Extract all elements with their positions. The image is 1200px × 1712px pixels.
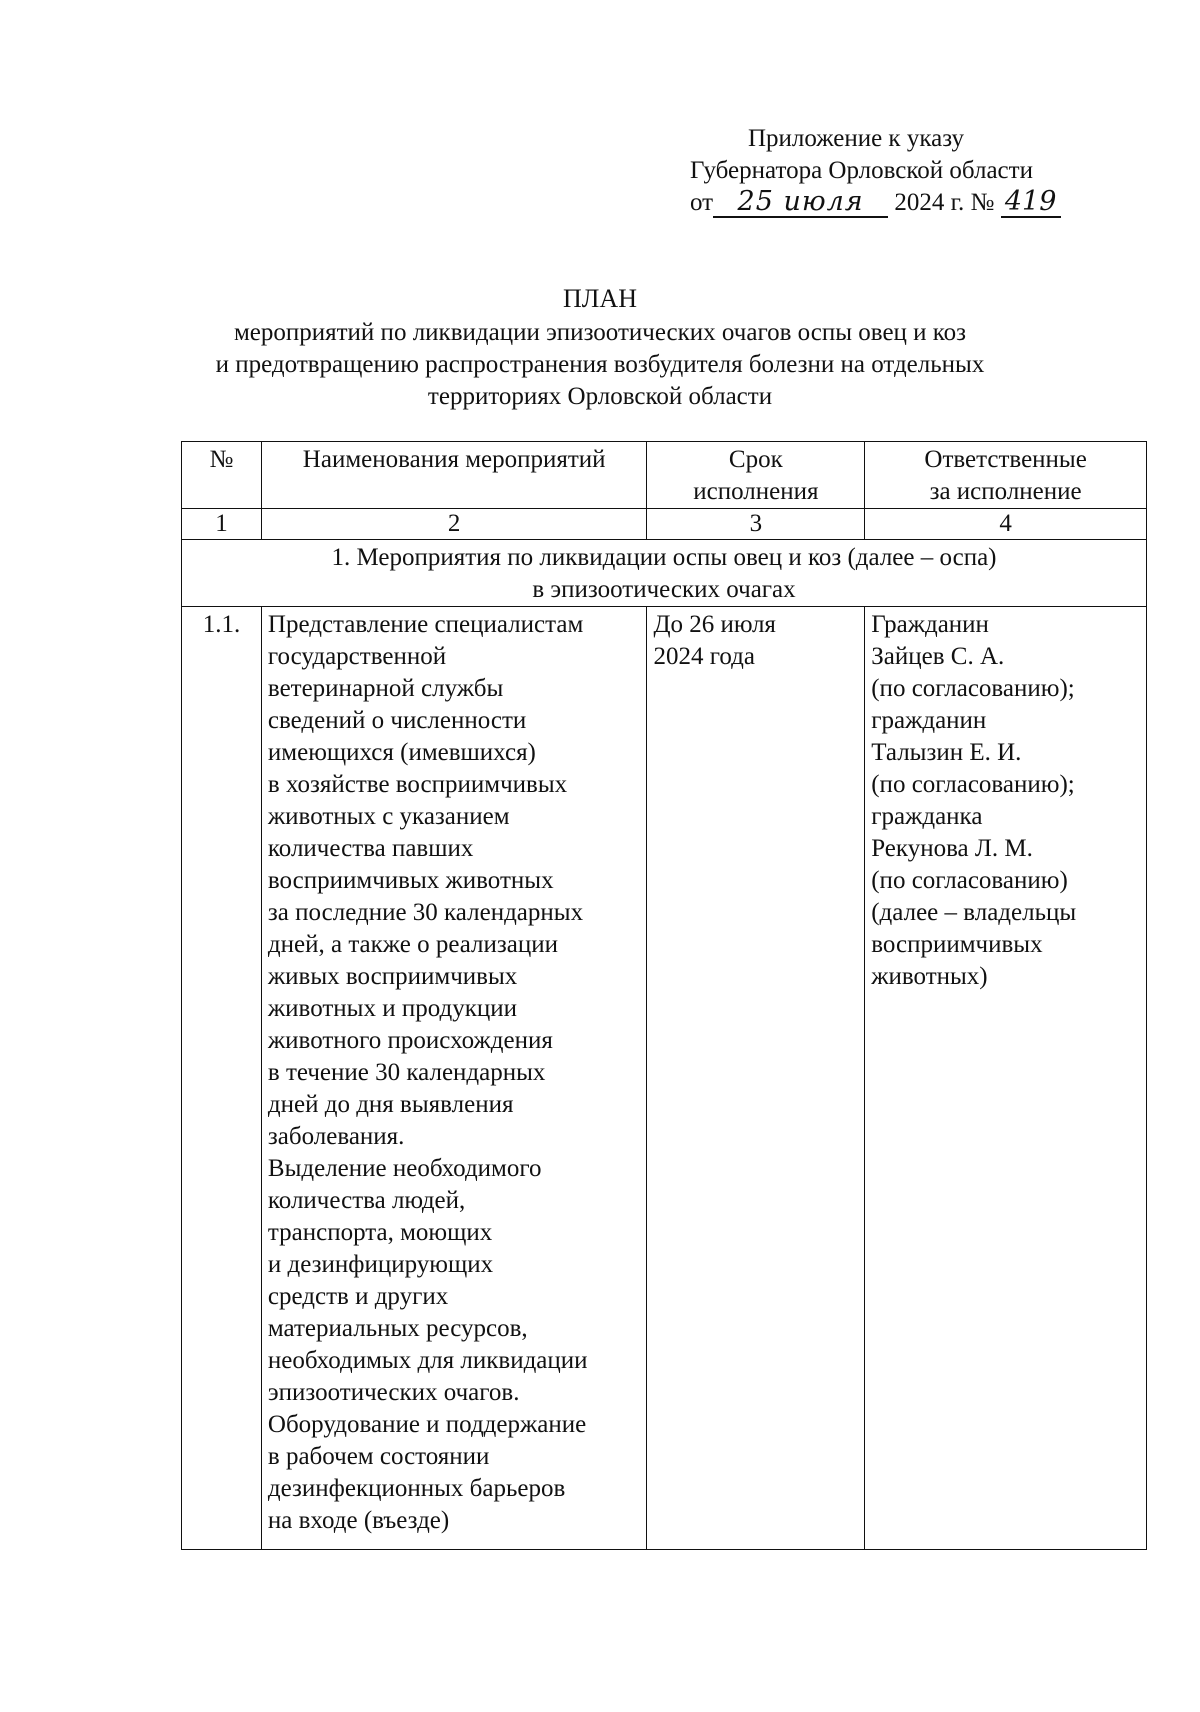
activity-line: имеющихся (имевшихся) <box>267 739 536 766</box>
row-activity <box>261 607 647 1550</box>
appendix-line-1: Приложение к указу <box>748 125 965 152</box>
activity-line: эпизоотических очагов. <box>267 1379 520 1406</box>
responsible-line: (по согласованию); <box>871 771 1075 798</box>
activity-line: материальных ресурсов, <box>267 1315 528 1342</box>
plan-subtitle-line: мероприятий по ликвидации эпизоотических очагов оспы овец и коз <box>233 319 967 346</box>
responsible-line: гражданин <box>871 707 987 734</box>
header-name: Наименования мероприятий <box>261 442 647 509</box>
header-num: № <box>182 442 262 509</box>
activity-line: количества павших <box>267 835 474 862</box>
section-heading-line: 1. Мероприятия по ликвидации оспы овец и коз (далее – оспа) <box>331 544 997 571</box>
section-heading <box>182 540 1147 607</box>
column-number: 4 <box>865 509 1147 540</box>
header-term <box>647 442 865 509</box>
activity-line: средств и других <box>267 1283 449 1310</box>
responsible-line: (по согласованию) <box>871 867 1068 894</box>
activity-line: животного происхождения <box>267 1027 553 1054</box>
row-term <box>647 607 865 1550</box>
row-number: 1.1. <box>182 607 262 1550</box>
activity-line: дней, а также о реализации <box>267 931 559 958</box>
table-row <box>182 607 1147 1550</box>
header-resp-line: за исполнение <box>929 478 1082 505</box>
activity-line: в рабочем состоянии <box>267 1443 490 1470</box>
activity-line: Оборудование и поддержание <box>267 1411 587 1438</box>
activity-line: и дезинфицирующих <box>267 1251 494 1278</box>
column-number: 1 <box>182 509 262 540</box>
activity-line: транспорта, моющих <box>267 1219 493 1246</box>
activity-line: в хозяйстве восприимчивых <box>267 771 568 798</box>
activity-line: живых восприимчивых <box>267 963 518 990</box>
section-heading-line: в эпизоотических очагах <box>532 576 796 603</box>
activity-line: необходимых для ликвидации <box>267 1347 588 1374</box>
plan-subtitle <box>180 317 1020 413</box>
appendix-line-2: Губернатора Орловской области <box>690 157 1033 184</box>
activity-line: на входе (въезде) <box>267 1507 450 1534</box>
row-responsible <box>865 607 1147 1550</box>
appendix-year: 2024 г. № <box>894 189 995 216</box>
responsible-line: Талызин Е. И. <box>871 739 1022 766</box>
plan-subtitle-line: территориях Орловской области <box>427 383 773 410</box>
responsible-line: восприимчивых <box>871 931 1043 958</box>
column-number-row <box>182 509 1147 540</box>
plan-table <box>181 441 1147 1550</box>
header-responsible <box>865 442 1147 509</box>
activity-line: Выделение необходимого <box>267 1155 542 1182</box>
section-row <box>182 540 1147 607</box>
activity-line: дней до дня выявления <box>267 1091 514 1118</box>
header-resp-line: Ответственные <box>924 446 1087 473</box>
header-term-line: Срок <box>728 446 783 473</box>
activity-line: сведений о численности <box>267 707 527 734</box>
activity-line: животных с указанием <box>267 803 510 830</box>
handwritten-number: 419 <box>1001 188 1061 218</box>
appendix-date-line <box>690 187 1110 219</box>
activity-line: животных и продукции <box>267 995 518 1022</box>
plan-title: ПЛАН <box>563 284 637 313</box>
activity-line: в течение 30 календарных <box>267 1059 546 1086</box>
table-header-row <box>182 442 1147 509</box>
header-term-line: исполнения <box>693 478 819 505</box>
responsible-line: Зайцев С. А. <box>871 643 1005 670</box>
activity-line: количества людей, <box>267 1187 466 1214</box>
handwritten-date: 25 июля <box>713 188 888 218</box>
plan-subtitle-line: и предотвращению распространения возбудителя болезни на отдельных <box>215 351 985 378</box>
activity-line: ветеринарной службы <box>267 675 504 702</box>
responsible-line: животных) <box>871 963 988 990</box>
responsible-line: Рекунова Л. М. <box>871 835 1033 862</box>
activity-line: Представление специалистам <box>267 611 584 638</box>
activity-line: восприимчивых животных <box>267 867 554 894</box>
activity-line: государственной <box>267 643 447 670</box>
activity-line: заболевания. <box>267 1123 405 1150</box>
column-number: 3 <box>647 509 865 540</box>
responsible-line: (по согласованию); <box>871 675 1075 702</box>
column-number: 2 <box>261 509 647 540</box>
term-line: 2024 года <box>653 643 755 670</box>
responsible-line: Гражданин <box>871 611 989 638</box>
responsible-line: (далее – владельцы <box>871 899 1077 926</box>
responsible-line: гражданка <box>871 803 983 830</box>
activity-line: за последние 30 календарных <box>267 899 584 926</box>
activity-line: дезинфекционных барьеров <box>267 1475 566 1502</box>
term-line: До 26 июля <box>653 611 776 638</box>
appendix-header <box>690 123 1110 219</box>
appendix-prefix: от <box>690 189 714 216</box>
